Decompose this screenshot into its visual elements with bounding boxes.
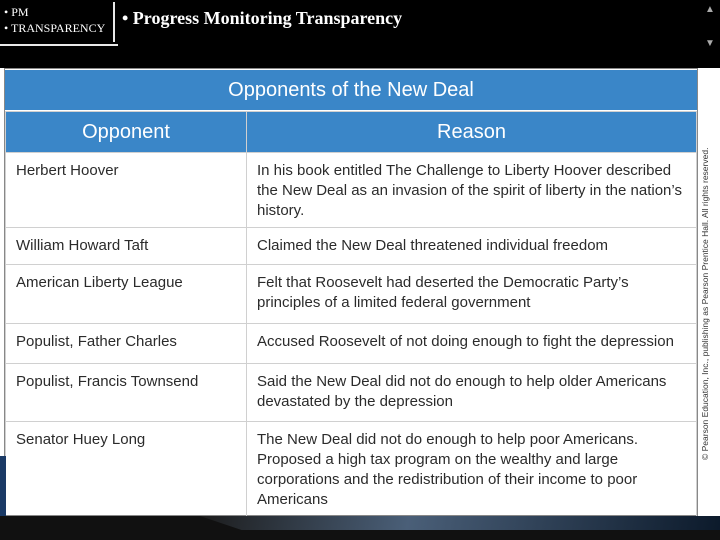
reason-cell: Claimed the New Deal threatened individual freedom [247, 228, 697, 265]
scroll-up-arrow-icon[interactable]: ▲ [705, 4, 715, 15]
table-banner-title: Opponents of the New Deal [5, 70, 697, 110]
slide-title: • Progress Monitoring Transparency [122, 8, 403, 28]
table-row [6, 364, 697, 422]
table-row [6, 265, 697, 324]
opponent-cell: Herbert Hoover [6, 153, 247, 228]
opponent-cell: Senator Huey Long [6, 422, 247, 517]
reason-cell: In his book entitled The Challenge to Liberty Hoover described the New Deal as an invasion of the spirit of liberty in the nation’s history. [247, 153, 697, 228]
reason-cell: Said the New Deal did not do enough to help older Americans devastated by the depression [247, 364, 697, 422]
table-row [6, 324, 697, 364]
reason-cell: Felt that Roosevelt had deserted the Democratic Party’s principles of a limited federal government [247, 265, 697, 324]
table-row [6, 153, 697, 228]
footer-ribbon [200, 516, 720, 530]
scroll-down-arrow-icon[interactable]: ▼ [705, 38, 715, 49]
table-row [6, 422, 697, 517]
opponents-table [5, 111, 697, 517]
column-header-reason: Reason [247, 112, 697, 153]
reason-cell: The New Deal did not do enough to help poor Americans. Proposed a high tax program on the wealthy and large corporations and the redistribution of their income to poor Americans [247, 422, 697, 517]
decorative-stub [0, 456, 6, 516]
opponent-cell: William Howard Taft [6, 228, 247, 265]
section-label [0, 0, 118, 44]
column-header-opponent: Opponent [6, 112, 247, 153]
section-label-line-1: • PM [4, 5, 29, 19]
copyright-notice: © Pearson Education, Inc., publishing as Pearson Prentice Hall. All rights reserved. [700, 147, 710, 460]
table-row [6, 228, 697, 265]
section-label-line-2: • TRANSPARENCY [4, 21, 106, 35]
opponent-cell: American Liberty League [6, 265, 247, 324]
table-header-row [6, 112, 697, 153]
opponent-cell: Populist, Francis Townsend [6, 364, 247, 422]
reason-cell: Accused Roosevelt of not doing enough to fight the depression [247, 324, 697, 364]
header-divider-vertical [113, 2, 115, 42]
opponent-cell: Populist, Father Charles [6, 324, 247, 364]
header-divider-horizontal [0, 44, 118, 46]
